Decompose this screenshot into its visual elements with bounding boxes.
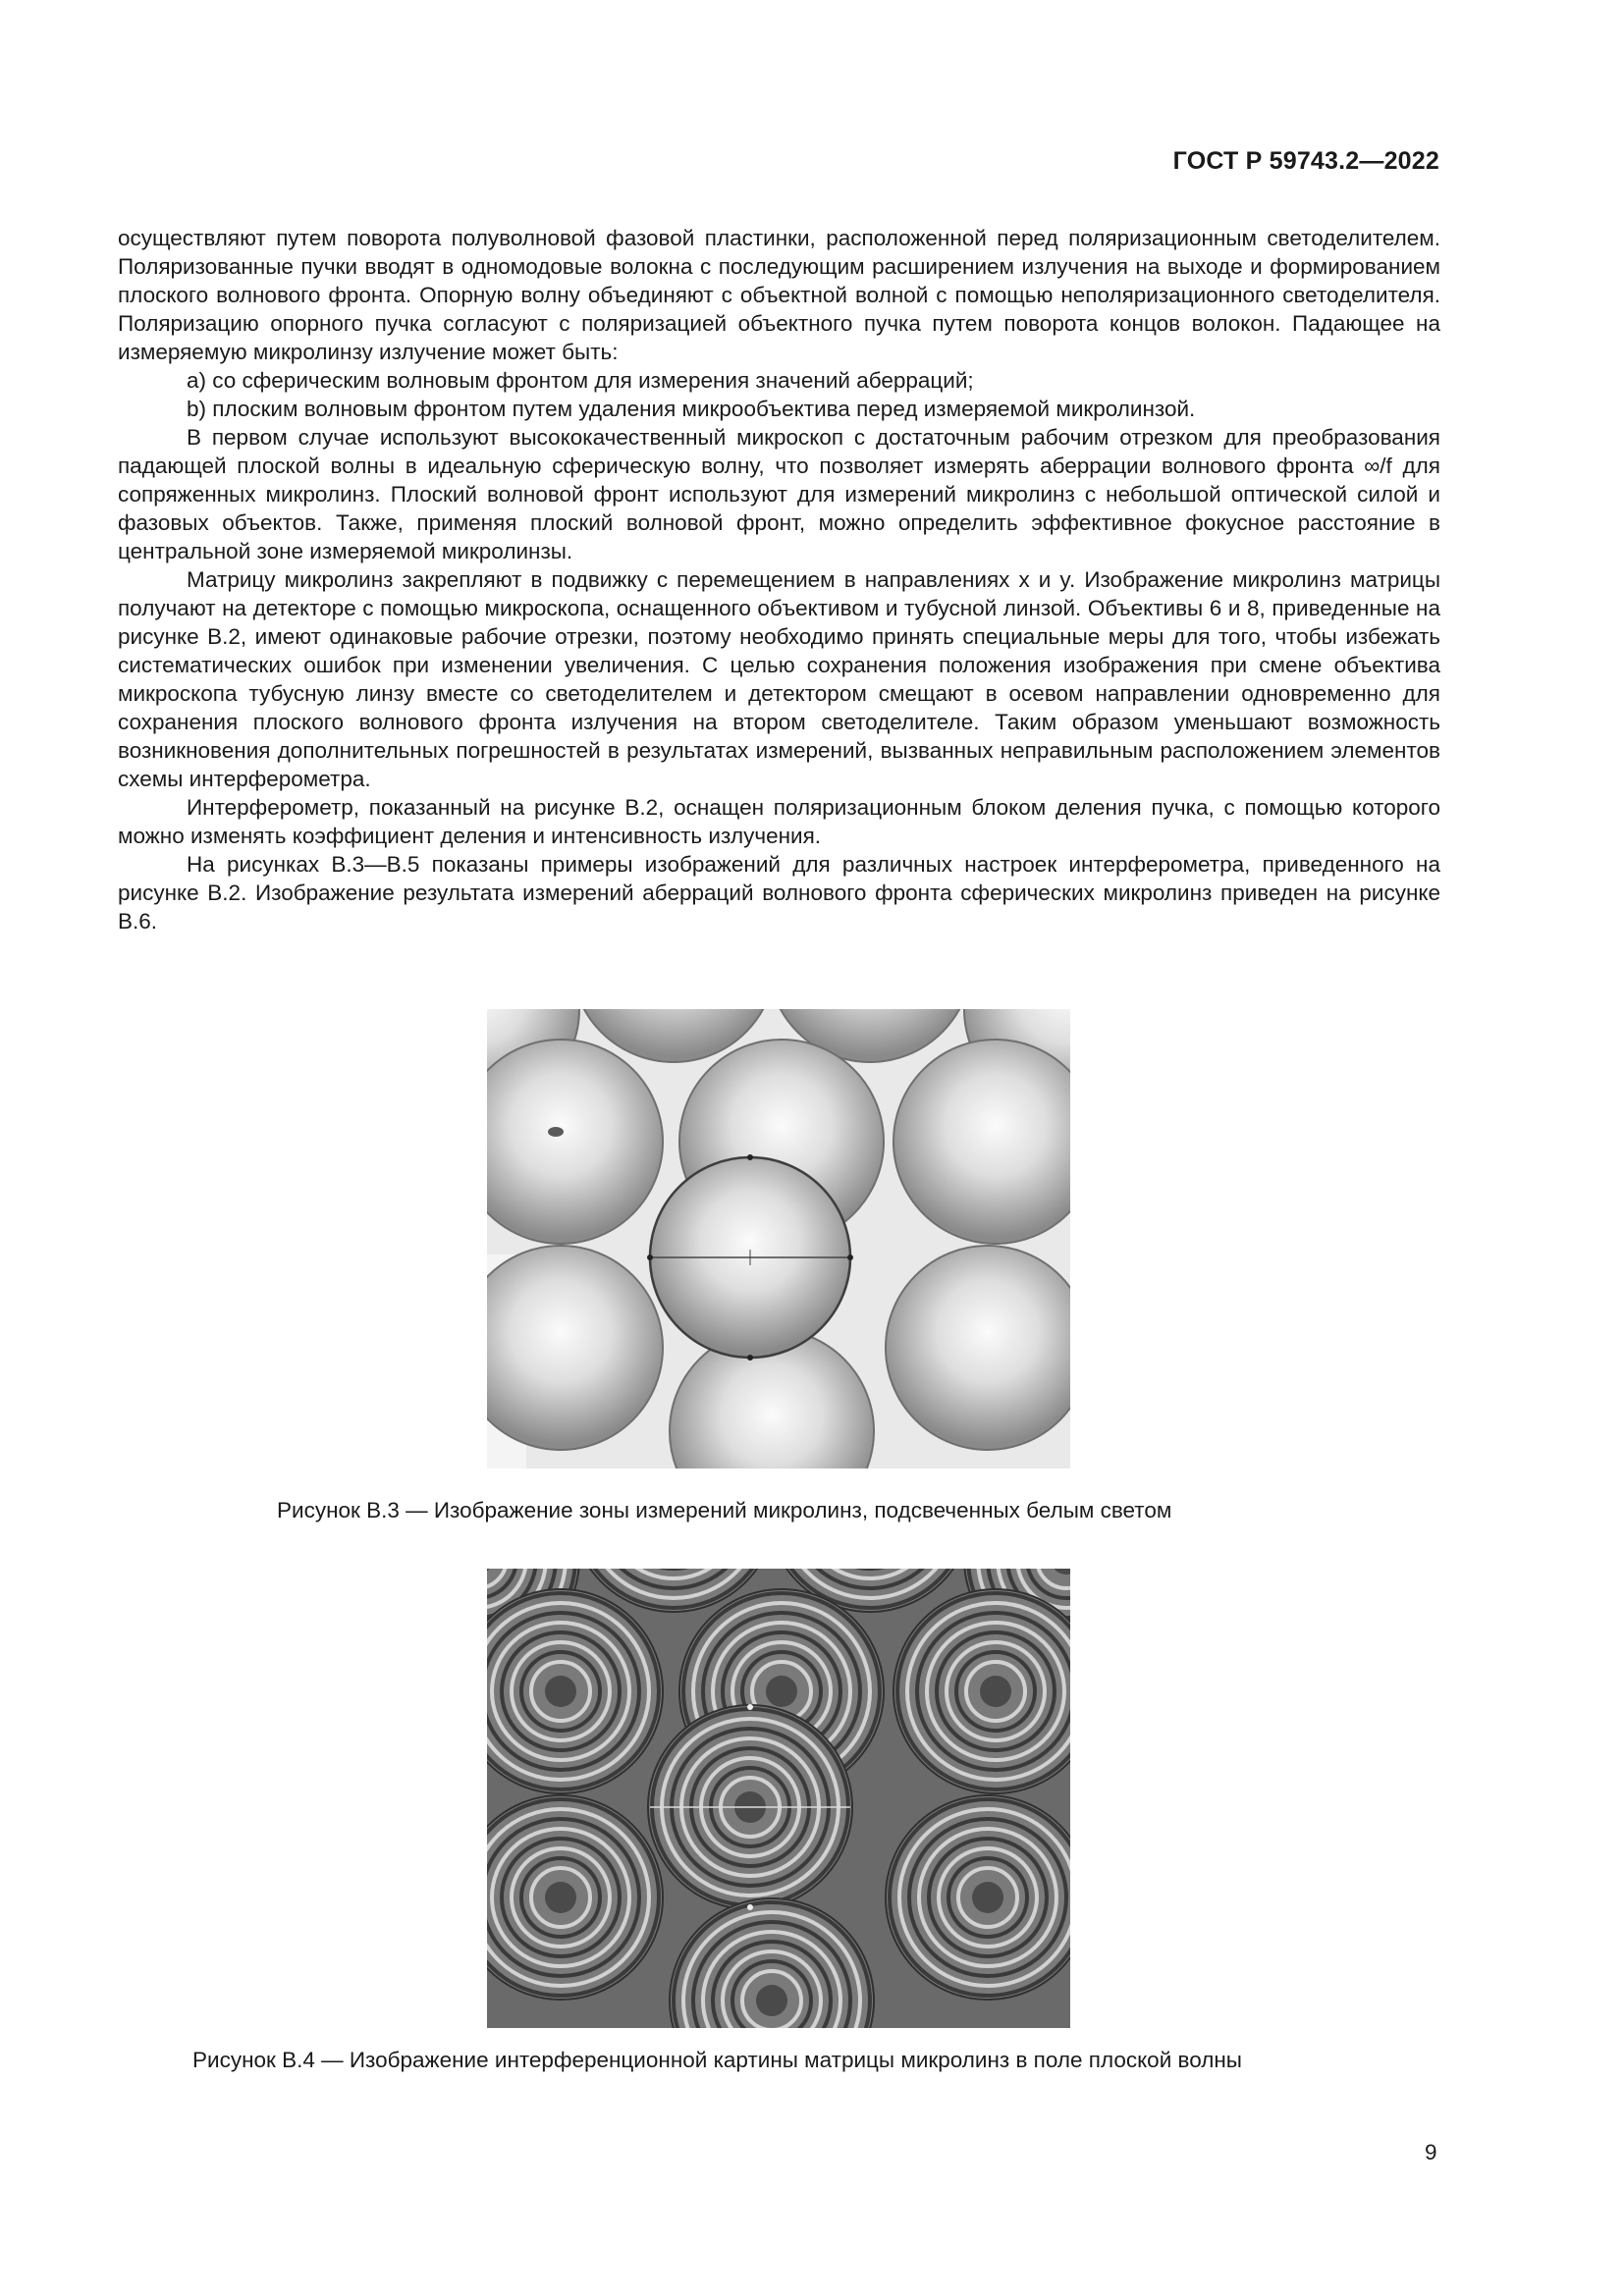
fringe-core (972, 1882, 1003, 1913)
fringe-core (766, 1676, 797, 1707)
fringe-core (545, 1882, 576, 1913)
list-item-b: b) плоским волновым фронтом путем удаления микрообъектива перед измеряемой микролинзой. (187, 397, 1196, 421)
figure-b3-microlens-image (487, 1009, 1070, 1468)
page-number: 9 (1425, 2140, 1437, 2164)
body-text (118, 224, 1440, 935)
paragraph-4: Интерферометр, показанный на рисунке В.2, оснащен поляризационным блоком деления пучка, с помощью которого можно изменять коэффициент деления и интенсивность излучения. (118, 795, 1440, 848)
figure-b3-caption: Рисунок В.3 — Изображение зоны измерений микролинз, подсвеченных белым светом (277, 1498, 1172, 1522)
figure-b4-caption: Рисунок В.4 — Изображение интерференционной картины матрицы микролинз в поле плоской волны (192, 2048, 1242, 2072)
paragraph-2: В первом случае используют высококачественный микроскоп с достаточным рабочим отрезком для преобразования падающей плоской волны в идеальную сферическую волну, что позволяет измерять аберрации волнового фронта ∞/f для сопряженных микролинз. Плоский волновой фронт используют для измерений микролинз с небольшой оптической силой и фазовых объектов. Также, применяя плоский волновой фронт, можно определить эффективное фокусное расстояние в центральной зоне измеряемой микролинзы. (118, 425, 1440, 563)
interference-lenses (487, 1569, 1070, 2028)
paragraph-1: осуществляют путем поворота полуволновой фазовой пластинки, расположенной перед поляризационным светоделителем. Поляризованные пучки вводят в одномодовые волокна с последующим расширением излучения на выходе и формированием плоского волнового фронта. Опорную волну объединяют с объектной волной с помощью неполяризационного светоделителя. Поляризацию опорного пучка согласуют с поляризацией объектного пучка путем поворота концов волокон. Падающее на измеряемую микролинзу излучение может быть: (118, 226, 1440, 364)
list-item-a: a) со сферическим волновым фронтом для измерения значений аберраций; (187, 368, 974, 393)
paragraph-5: На рисунках В.3—В.5 показаны примеры изображений для различных настроек интерферометра, приведенного на рисунке В.2. Изображение результата измерений аберраций волнового фронта сферических микролинз приведен на рисунке В.6. (118, 852, 1440, 934)
fringe-core (980, 1676, 1011, 1707)
fringe-core (756, 1985, 787, 2016)
figure-b4-interference-image (487, 1569, 1070, 2028)
fringe-core (545, 1676, 576, 1707)
interference-pattern-picture (487, 1569, 1070, 2028)
paragraph-3: Матрицу микролинз закрепляют в подвижку с перемещением в направлениях x и y. Изображение микролинз матрицы получают на детекторе с помощью микроскопа, оснащенного объективом и тубусной линзой. Объективы 6 и 8, приведенные на рисунке В.2, имеют одинаковые рабочие отрезки, поэтому необходимо принять специальные меры для того, чтобы избежать систематических ошибок при изменении увеличения. С целью сохранения положения изображения при смене объектива микроскопа тубусную линзу вместе со светоделителем и детектором смещают в осевом направлении одновременно для сохранения плоского волнового фронта излучения на втором светоделителе. Таким образом уменьшают возможность возникновения дополнительных погрешностей в результатах измерений, вызванных неправильным расположением элементов схемы интерферометра. (118, 567, 1440, 791)
microlens-white-light-picture (487, 1009, 1070, 1468)
document-id: ГОСТ Р 59743.2—2022 (1172, 147, 1439, 175)
